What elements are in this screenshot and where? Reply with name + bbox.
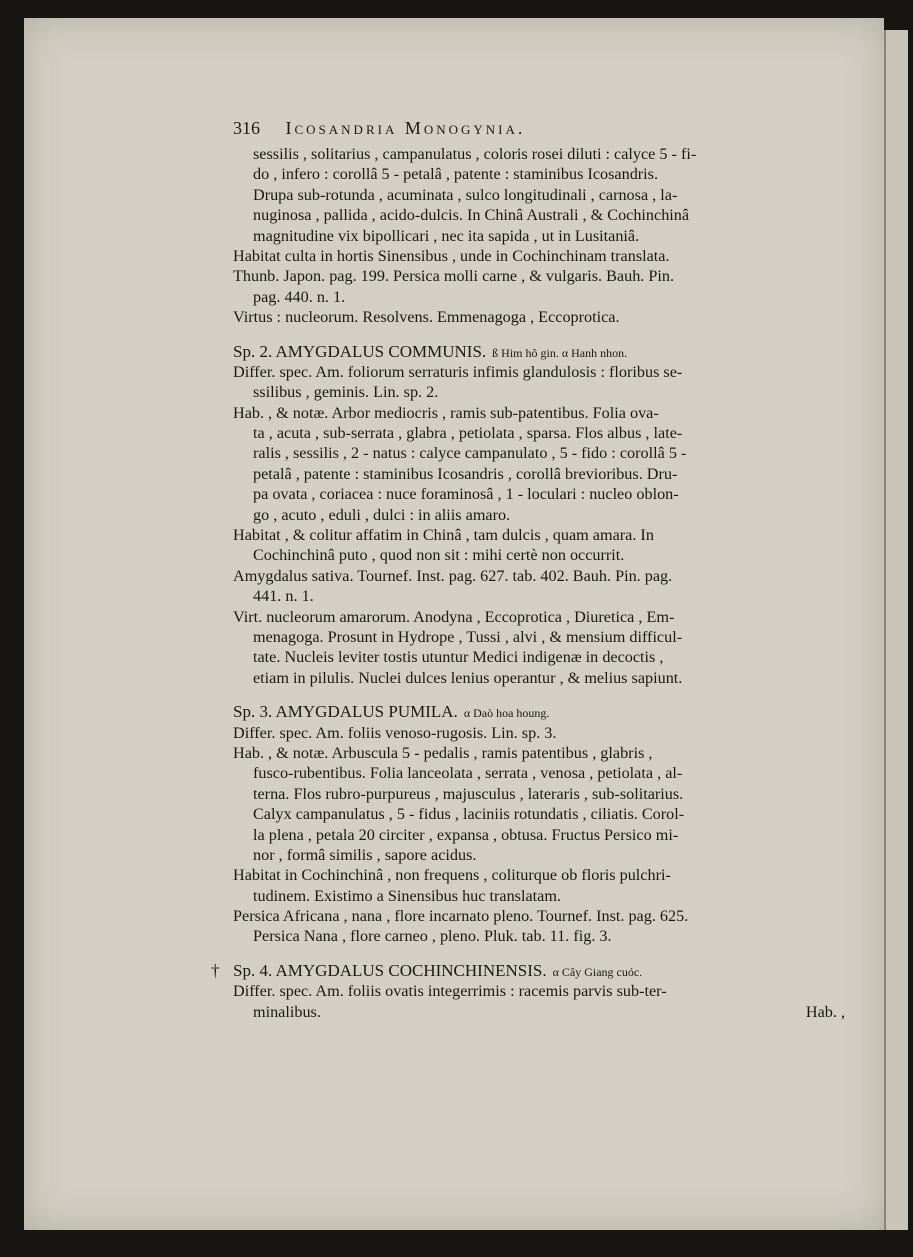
text-line	[233, 1002, 845, 1022]
text-line	[233, 825, 845, 845]
line-text: sessilis , solitarius , campanulatus , coloris rosei diluti : calyce 5 - fi-	[253, 145, 697, 163]
line-text: Differ. spec. Am. foliis venoso-rugosis. Lin. sp. 3.	[233, 723, 557, 742]
line-text: pag. 440. n. 1.	[253, 287, 346, 306]
line-text: nuginosa , pallida , acido-dulcis. In Chinâ Australi , & Cochinchinâ	[253, 206, 690, 225]
line-text: Hab. , & notæ. Arbor mediocris , ramis sub-patentibus. Folia ova-	[233, 403, 659, 422]
text-line	[233, 981, 845, 1001]
paragraph-gap	[233, 328, 845, 342]
line-text: Thunb. Japon. pag. 199. Persica molli carne , & vulgaris. Bauh. Pin.	[233, 267, 675, 286]
text-line	[233, 226, 845, 246]
text-line	[233, 586, 845, 606]
line-text: Cochinchinâ puto , quod non sit : mihi certè non occurrit.	[253, 546, 625, 565]
line-text: fusco-rubentibus. Folia lanceolata , serrata , venosa , petiolata , al-	[253, 764, 683, 783]
text-line	[233, 362, 845, 382]
text-line	[233, 545, 845, 565]
text-line	[233, 484, 845, 504]
line-text: ralis , sessilis , 2 - natus : calyce campanulato , 5 - fido : corollâ 5 -	[253, 444, 687, 463]
line-text: Sp. 3. AMYGDALUS PUMILA.	[233, 702, 458, 722]
line-text: Habitat , & colitur affatim in Chinâ , tam dulcis , quam amara. In	[233, 526, 654, 545]
line-text: magnitudine vix bipollicari , nec ita sapida , ut in Lusitaniâ.	[253, 226, 640, 245]
species-heading	[211, 960, 845, 981]
line-text: Habitat culta in hortis Sinensibus , unde in Cochinchinam translata.	[233, 246, 670, 265]
text-line	[233, 743, 845, 763]
text-line	[233, 144, 845, 164]
running-title: Icosandria Monogynia.	[285, 118, 526, 138]
text-line	[233, 287, 845, 307]
line-text: Amygdalus sativa. Tournef. Inst. pag. 627. tab. 402. Bauh. Pin. pag.	[233, 566, 673, 585]
line-text: Habitat in Cochinchinâ , non frequens , coliturque ob floris pulchri-	[233, 866, 671, 885]
line-text: Calyx campanulatus , 5 - fidus , laciniis rotundatis , ciliatis. Corol-	[253, 805, 685, 824]
line-text: Differ. spec. Am. foliorum serraturis infimis glandulosis : floribus se-	[233, 362, 683, 381]
line-text: ta , acuta , sub-serrata , glabra , petiolata , sparsa. Flos albus , late-	[253, 424, 683, 443]
line-text: Virt. nucleorum amarorum. Anodyna , Eccoprotica , Diuretica , Em-	[233, 607, 675, 626]
line-text: Sp. 2. AMYGDALUS COMMUNIS.	[233, 341, 487, 361]
text-line	[233, 763, 845, 783]
paragraph-gap	[233, 688, 845, 702]
line-text: Differ. spec. Am. foliis ovatis integerrimis : racemis parvis sub-ter-	[233, 982, 667, 1001]
line-text: etiam in pilulis. Nuclei dulces lenius operantur , & melius sapiunt.	[253, 668, 683, 687]
text-line	[233, 505, 845, 525]
line-text: tudinem. Existimo a Sinensibus huc translatam.	[253, 886, 561, 905]
line-text: Drupa sub-rotunda , acuminata , sulco longitudinali , carnosa , la-	[253, 185, 678, 204]
species-heading	[233, 342, 845, 362]
species-heading	[233, 702, 845, 722]
dagger-mark: †	[211, 960, 220, 980]
text-line	[233, 804, 845, 824]
next-page-edge	[884, 30, 908, 1230]
text-line	[233, 723, 845, 743]
text-line	[233, 246, 845, 266]
line-text: la plena , petala 20 circiter , expansa , obtusa. Fructus Persico mi-	[253, 825, 679, 844]
text-line	[233, 382, 845, 402]
text-line	[233, 784, 845, 804]
page-text	[211, 118, 845, 1022]
line-text: petalâ , patente : staminibus Icosandris , corollâ brevioribus. Dru-	[253, 464, 678, 483]
vernacular-name: ß Him hô gin. α Hanh nhon.	[492, 345, 628, 360]
text-line	[233, 865, 845, 885]
text-line	[233, 886, 845, 906]
line-text: Persica Africana , nana , flore incarnato pleno. Tournef. Inst. pag. 625.	[233, 907, 689, 926]
text-line	[233, 266, 845, 286]
line-text: Virtus : nucleorum. Resolvens. Emmenagoga , Eccoprotica.	[233, 308, 620, 327]
text-line	[233, 423, 845, 443]
text-line	[233, 443, 845, 463]
text-line	[233, 307, 845, 327]
line-text: 441. n. 1.	[253, 587, 314, 606]
line-text: ssilibus , geminis. Lin. sp. 2.	[253, 383, 439, 402]
text-line	[233, 668, 845, 688]
text-line	[233, 164, 845, 184]
vernacular-name: α Daò hoa houng.	[463, 706, 550, 721]
page-number: 316	[233, 118, 260, 138]
line-text: do , infero : corollâ 5 - petalâ , patente : staminibus Icosandris.	[253, 165, 659, 184]
text-line	[233, 464, 845, 484]
vernacular-name: α Cây Giang cuóc.	[552, 964, 643, 979]
body-lines	[211, 144, 845, 1022]
text-line	[233, 906, 845, 926]
line-text: go , acuto , eduli , dulci : in aliis amaro.	[253, 505, 511, 524]
line-text: nor , formâ similis , sapore acidus.	[253, 845, 477, 864]
text-line	[233, 566, 845, 586]
text-line	[233, 647, 845, 667]
paragraph-gap	[233, 947, 845, 961]
text-line	[233, 525, 845, 545]
running-header	[233, 118, 845, 140]
line-text: Persica Nana , flore carneo , pleno. Pluk. tab. 11. fig. 3.	[253, 927, 612, 946]
line-text: menagoga. Prosunt in Hydrope , Tussi , alvi , & mensium difficul-	[253, 627, 683, 646]
line-text: Sp. 4. AMYGDALUS COCHINCHINENSIS.	[233, 960, 547, 980]
text-line	[233, 205, 845, 225]
line-text: terna. Flos rubro-purpureus , majusculus , lateraris , sub-solitarius.	[253, 784, 684, 803]
text-line	[233, 926, 845, 946]
text-line	[233, 845, 845, 865]
catchword: Hab. ,	[805, 1002, 845, 1021]
text-line	[233, 627, 845, 647]
line-text: pa ovata , coriacea : nuce foraminosâ , 1 - loculari : nucleo oblon-	[253, 485, 679, 504]
text-line	[233, 607, 845, 627]
line-text: Hab. , & notæ. Arbuscula 5 - pedalis , ramis patentibus , glabris ,	[233, 743, 653, 762]
text-line	[233, 185, 845, 205]
line-text: minalibus.	[253, 1002, 321, 1021]
text-line	[233, 403, 845, 423]
line-text: tate. Nucleis leviter tostis utuntur Medici indigenæ in decoctis ,	[253, 648, 664, 667]
